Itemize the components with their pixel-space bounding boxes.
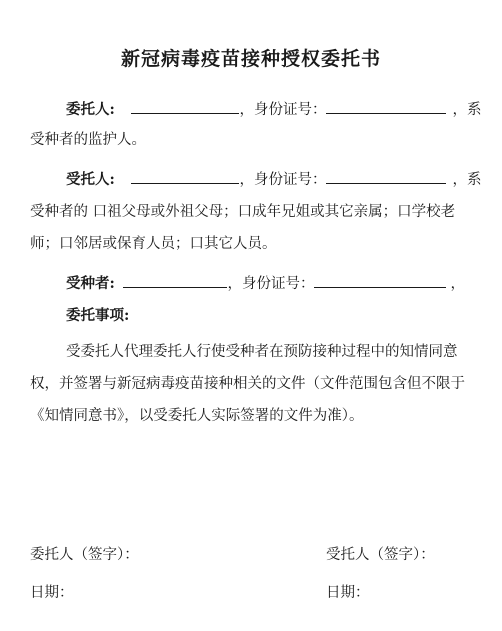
principal-id-label: ，身份证号： <box>239 102 327 118</box>
agent-signature: 受托人（签字）： <box>326 547 435 563</box>
principal-label: 委托人: <box>66 101 115 118</box>
agent-relationship-line-1: 受种者的 口祖父母或外祖父母；口成年兄姐或其它亲属；口学校老 <box>30 204 456 220</box>
agent-tail: ，系 <box>452 172 482 188</box>
principal-signature: 委托人（签字）： <box>30 547 139 563</box>
matters-body-line-3: 《知情同意书》，以受委托人实际签署的文件为准）。 <box>30 408 364 424</box>
document-title: 新冠病毒疫苗接种授权委托书 <box>120 48 381 70</box>
matters-body-line-2: 权，并签署与新冠病毒疫苗接种相关的文件（文件范围包含但不限于 <box>30 376 465 392</box>
agent-name-field[interactable] <box>131 168 239 184</box>
principal-continuation: 受种者的监护人。 <box>30 132 146 148</box>
matters-heading: 委托事项: <box>66 307 130 324</box>
recipient-id-field[interactable] <box>314 272 446 288</box>
recipient-tail: ， <box>450 276 465 292</box>
principal-date: 日期： <box>30 585 74 601</box>
agent-id-field[interactable] <box>326 168 446 184</box>
principal-name-field[interactable] <box>131 98 239 114</box>
recipient-id-label: ，身份证号： <box>227 276 315 292</box>
recipient-label: 受种者: <box>66 275 115 292</box>
agent-date: 日期： <box>326 585 370 601</box>
recipient-row <box>66 272 465 294</box>
agent-id-label: ，身份证号： <box>239 172 327 188</box>
recipient-name-field[interactable] <box>123 272 227 288</box>
matters-body-line-1: 受委托人代理委托人行使受种者在预防接种过程中的知情同意 <box>66 344 458 360</box>
principal-tail: ，系 <box>452 102 482 118</box>
agent-row <box>66 168 481 190</box>
agent-relationship-line-2: 师；口邻居或保育人员；口其它人员。 <box>30 236 277 252</box>
principal-id-field[interactable] <box>326 98 446 114</box>
agent-label: 受托人: <box>66 171 115 188</box>
principal-row <box>66 98 481 120</box>
